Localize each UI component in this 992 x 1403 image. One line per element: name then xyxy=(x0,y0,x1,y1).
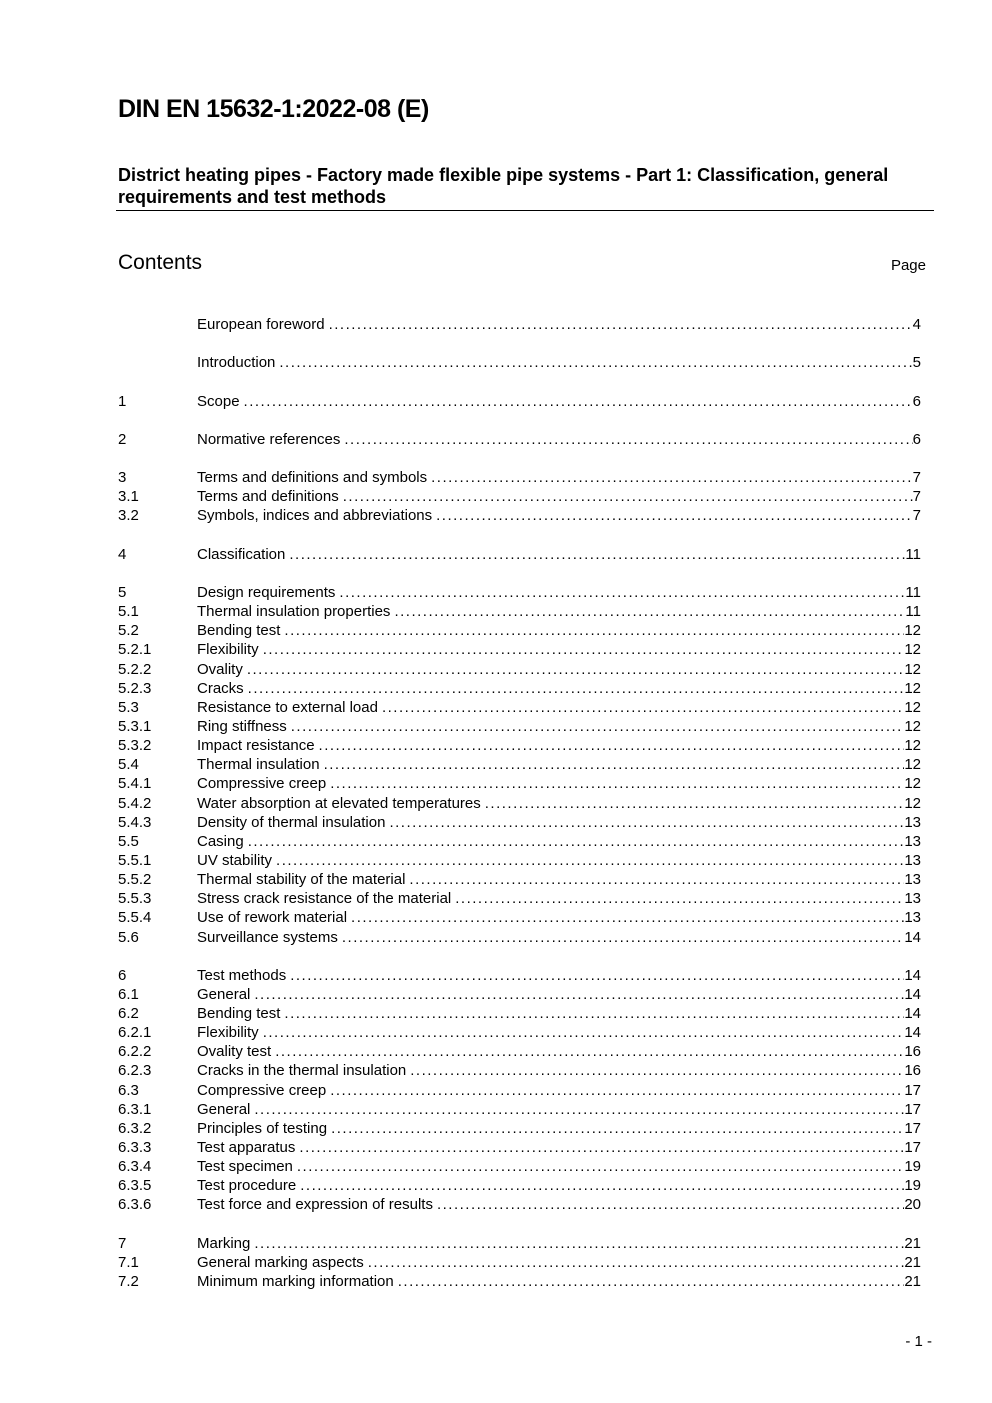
toc-leader-dots xyxy=(368,1253,905,1272)
toc-entry-title: Surveillance systems xyxy=(197,928,338,946)
toc-entry-page: 11 xyxy=(905,545,921,563)
toc-entry-title: Cracks in the thermal insulation xyxy=(197,1062,407,1080)
toc-entry[interactable] xyxy=(118,545,921,564)
toc-entry[interactable] xyxy=(118,1042,921,1061)
toc-leader-dots xyxy=(263,640,905,659)
toc-entry-number: 7 xyxy=(118,1234,127,1252)
contents-heading: Contents xyxy=(118,251,203,274)
toc-entry-page: 21 xyxy=(904,1273,921,1291)
page-number: - 1 - xyxy=(905,1333,932,1350)
toc-entry-title: Minimum marking information xyxy=(197,1273,394,1291)
toc-entry-number: 6.3.6 xyxy=(118,1196,152,1214)
toc-entry-number: 6.3.1 xyxy=(118,1100,152,1118)
toc-entry-page: 21 xyxy=(904,1253,921,1271)
toc-entry-title: Ovality xyxy=(197,660,243,678)
toc-entry-number: 6.3.3 xyxy=(118,1139,152,1157)
toc-entry-page: 7 xyxy=(912,488,921,506)
toc-entry-page: 12 xyxy=(904,794,921,812)
toc-entry[interactable] xyxy=(118,1195,921,1214)
toc-leader-dots xyxy=(279,353,912,372)
toc-entry[interactable] xyxy=(118,870,921,889)
toc-leader-dots xyxy=(319,736,905,755)
toc-entry-page: 12 xyxy=(904,679,921,697)
toc-entry-page: 12 xyxy=(904,756,921,774)
toc-entry[interactable] xyxy=(118,640,921,659)
toc-entry-page: 17 xyxy=(904,1100,921,1118)
toc-entry-title: Symbols, indices and abbreviations xyxy=(197,507,433,525)
toc-entry-page: 12 xyxy=(904,641,921,659)
toc-leader-dots xyxy=(455,889,904,908)
toc-entry[interactable] xyxy=(118,851,921,870)
toc-entry[interactable] xyxy=(118,353,921,372)
toc-entry-page: 13 xyxy=(904,909,921,927)
toc-entry-title: Compressive creep xyxy=(197,775,327,793)
toc-entry-number: 2 xyxy=(118,430,127,448)
toc-entry-number: 5.4 xyxy=(118,756,139,774)
toc-entry-number: 6.3 xyxy=(118,1081,139,1099)
toc-entry-page: 19 xyxy=(904,1177,921,1195)
toc-entry-title: Principles of testing xyxy=(197,1119,328,1137)
toc-entry-title: General xyxy=(197,1100,251,1118)
toc-entry-title: Flexibility xyxy=(197,1024,259,1042)
toc-entry-title: Ovality test xyxy=(197,1043,272,1061)
toc-entry[interactable] xyxy=(118,908,921,927)
toc-entry-title: Test apparatus xyxy=(197,1139,296,1157)
toc-entry-number: 6.3.2 xyxy=(118,1119,152,1137)
toc-entry-page: 16 xyxy=(904,1043,921,1061)
toc-entry[interactable] xyxy=(118,583,921,602)
toc-entry[interactable] xyxy=(118,1234,921,1253)
toc-leader-dots xyxy=(254,985,904,1004)
toc-entry-number: 1 xyxy=(118,392,127,410)
toc-entry[interactable] xyxy=(118,621,921,640)
toc-entry-title: Marking xyxy=(197,1234,251,1252)
toc-leader-dots xyxy=(409,870,904,889)
toc-entry-number: 6 xyxy=(118,966,127,984)
toc-leader-dots xyxy=(394,602,905,621)
toc-leader-dots xyxy=(248,679,905,698)
toc-entry-number: 5.3 xyxy=(118,698,139,716)
toc-entry-number: 5.6 xyxy=(118,928,139,946)
toc-entry[interactable] xyxy=(118,430,921,449)
toc-entry-title: Classification xyxy=(197,545,286,563)
toc-entry-page: 7 xyxy=(912,469,921,487)
toc-entry[interactable] xyxy=(118,1119,921,1138)
toc-entry-number: 5.3.1 xyxy=(118,717,152,735)
toc-entry[interactable] xyxy=(118,928,921,947)
toc-entry-page: 14 xyxy=(904,1005,921,1023)
toc-entry-title: Test force and expression of results xyxy=(197,1196,433,1214)
toc-leader-dots xyxy=(351,908,904,927)
toc-entry-page: 12 xyxy=(904,698,921,716)
toc-entry-page: 14 xyxy=(904,928,921,946)
toc-entry-title: Water absorption at elevated temperatures xyxy=(197,794,481,812)
toc-entry-title: Thermal insulation xyxy=(197,756,320,774)
toc-leader-dots xyxy=(344,430,912,449)
toc-entry-title: Flexibility xyxy=(197,641,259,659)
toc-entry[interactable] xyxy=(118,813,921,832)
toc-entry-title: Use of rework material xyxy=(197,909,348,927)
toc-leader-dots xyxy=(297,1157,904,1176)
toc-entry-page: 13 xyxy=(904,890,921,908)
toc-entry-title: Bending test xyxy=(197,622,281,640)
toc-entry-number: 5.4.2 xyxy=(118,794,152,812)
toc-entry-page: 19 xyxy=(904,1158,921,1176)
toc-entry-number: 6.3.4 xyxy=(118,1158,152,1176)
toc-entry-page: 12 xyxy=(904,737,921,755)
toc-leader-dots xyxy=(263,1023,905,1042)
toc-entry[interactable] xyxy=(118,506,921,525)
toc-entry-title: European foreword xyxy=(197,316,325,333)
toc-entry-number: 3.1 xyxy=(118,488,139,506)
toc-entry-page: 14 xyxy=(904,1024,921,1042)
toc-entry-page: 13 xyxy=(904,813,921,831)
toc-entry[interactable] xyxy=(118,717,921,736)
toc-leader-dots xyxy=(254,1234,904,1253)
toc-entry-number: 3 xyxy=(118,469,127,487)
toc-entry[interactable] xyxy=(118,755,921,774)
document-title: District heating pipes - Factory made flexible pipe systems - Part 1: Classification, general requirements and test methods xyxy=(118,165,889,207)
toc-entry[interactable] xyxy=(118,602,921,621)
toc-entry-page: 14 xyxy=(904,966,921,984)
toc-entry-page: 13 xyxy=(904,851,921,869)
toc-entry-number: 5 xyxy=(118,583,127,601)
toc-entry[interactable] xyxy=(118,889,921,908)
toc-entry-page: 16 xyxy=(904,1062,921,1080)
toc-entry-number: 6.1 xyxy=(118,985,139,1003)
toc-entry-title: General xyxy=(197,985,251,1003)
toc-entry-number: 5.5.2 xyxy=(118,871,152,889)
toc-leader-dots xyxy=(329,315,913,334)
toc-entry-title: Casing xyxy=(197,832,244,850)
toc-leader-dots xyxy=(342,928,904,947)
toc-entry-number: 5.5 xyxy=(118,832,139,850)
toc-leader-dots xyxy=(254,1100,904,1119)
toc-entry-number: 6.2.3 xyxy=(118,1062,152,1080)
toc-entry[interactable] xyxy=(118,1176,921,1195)
toc-entry[interactable] xyxy=(118,487,921,506)
toc-entry-page: 11 xyxy=(905,583,921,601)
toc-entry-number: 5.3.2 xyxy=(118,737,152,755)
toc-entry-title: Resistance to external load xyxy=(197,698,378,716)
toc-leader-dots xyxy=(410,1061,904,1080)
toc-entry-page: 7 xyxy=(912,507,921,525)
toc-entry-number: 7.1 xyxy=(118,1253,139,1271)
toc-leader-dots xyxy=(331,1119,904,1138)
toc-entry[interactable] xyxy=(118,1138,921,1157)
toc-entry-number: 5.2 xyxy=(118,622,139,640)
toc-entry-page: 17 xyxy=(904,1139,921,1157)
toc-entry-page: 4 xyxy=(912,316,921,333)
toc-entry[interactable] xyxy=(118,1100,921,1119)
toc-entry[interactable] xyxy=(118,1061,921,1080)
toc-entry-number: 5.5.1 xyxy=(118,851,152,869)
toc-entry[interactable] xyxy=(118,1272,921,1291)
toc-leader-dots xyxy=(291,717,905,736)
toc-leader-dots xyxy=(284,1004,904,1023)
toc-entry-title: Impact resistance xyxy=(197,737,315,755)
toc-entry-title: Test specimen xyxy=(197,1158,293,1176)
toc-leader-dots xyxy=(248,832,905,851)
table-of-contents xyxy=(118,315,921,1291)
toc-leader-dots xyxy=(436,506,913,525)
toc-leader-dots xyxy=(339,583,905,602)
toc-entry-title: Terms and definitions xyxy=(197,488,339,506)
toc-leader-dots xyxy=(389,813,904,832)
toc-entry-title: Thermal insulation properties xyxy=(197,603,391,621)
toc-entry-title: Test methods xyxy=(197,966,287,984)
toc-entry-page: 17 xyxy=(904,1081,921,1099)
toc-entry-title: Density of thermal insulation xyxy=(197,813,386,831)
toc-entry-number: 5.4.1 xyxy=(118,775,152,793)
toc-entry[interactable] xyxy=(118,1004,921,1023)
toc-entry[interactable] xyxy=(118,774,921,793)
toc-leader-dots xyxy=(330,774,904,793)
toc-entry[interactable] xyxy=(118,736,921,755)
toc-entry-page: 17 xyxy=(904,1119,921,1137)
toc-entry-page: 11 xyxy=(905,603,921,621)
toc-leader-dots xyxy=(275,1042,904,1061)
toc-entry-page: 6 xyxy=(912,392,921,410)
toc-leader-dots xyxy=(330,1081,904,1100)
toc-entry-page: 13 xyxy=(904,832,921,850)
toc-entry-number: 5.4.3 xyxy=(118,813,152,831)
toc-leader-dots xyxy=(300,1176,904,1195)
toc-entry[interactable] xyxy=(118,1157,921,1176)
toc-entry-title: Thermal stability of the material xyxy=(197,871,406,889)
toc-entry-title: General marking aspects xyxy=(197,1253,364,1271)
toc-entry-page: 12 xyxy=(904,775,921,793)
toc-entry-title: Ring stiffness xyxy=(197,717,287,735)
toc-entry-number: 5.2.2 xyxy=(118,660,152,678)
toc-entry-title: Normative references xyxy=(197,430,341,448)
toc-leader-dots xyxy=(343,487,913,506)
toc-entry-page: 12 xyxy=(904,717,921,735)
toc-entry-page: 12 xyxy=(904,622,921,640)
toc-entry-title: Compressive creep xyxy=(197,1081,327,1099)
toc-entry-number: 5.2.1 xyxy=(118,641,152,659)
toc-entry-number: 6.2.2 xyxy=(118,1043,152,1061)
toc-entry[interactable] xyxy=(118,985,921,1004)
toc-entry[interactable] xyxy=(118,1081,921,1100)
toc-leader-dots xyxy=(276,851,904,870)
toc-entry-page: 21 xyxy=(904,1234,921,1252)
toc-entry-title: Test procedure xyxy=(197,1177,297,1195)
toc-entry-number: 6.3.5 xyxy=(118,1177,152,1195)
toc-entry-title: Bending test xyxy=(197,1005,281,1023)
toc-entry-number: 3.2 xyxy=(118,507,139,525)
toc-entry-number: 5.1 xyxy=(118,603,139,621)
document-identifier: DIN EN 15632-1:2022-08 (E) xyxy=(118,95,429,123)
toc-entry-number: 5.5.3 xyxy=(118,890,152,908)
toc-entry[interactable] xyxy=(118,966,921,985)
toc-leader-dots xyxy=(284,621,904,640)
toc-entry-title: Scope xyxy=(197,392,240,410)
toc-entry[interactable] xyxy=(118,315,921,334)
toc-entry[interactable] xyxy=(118,660,921,679)
toc-leader-dots xyxy=(247,660,904,679)
toc-leader-dots xyxy=(431,468,913,487)
toc-entry-page: 14 xyxy=(904,985,921,1003)
toc-leader-dots xyxy=(299,1138,904,1157)
toc-entry[interactable] xyxy=(118,1023,921,1042)
toc-entry-page: 6 xyxy=(912,430,921,448)
toc-leader-dots xyxy=(382,698,904,717)
toc-entry-page: 5 xyxy=(912,354,921,372)
toc-entry-title: UV stability xyxy=(197,851,273,869)
title-divider xyxy=(116,210,934,211)
toc-entry-title: Introduction xyxy=(197,354,276,372)
toc-entry[interactable] xyxy=(118,679,921,698)
toc-entry-number: 6.2 xyxy=(118,1005,139,1023)
toc-entry[interactable] xyxy=(118,1253,921,1272)
toc-entry-number: 5.2.3 xyxy=(118,679,152,697)
toc-leader-dots xyxy=(485,794,905,813)
toc-entry-number: 6.2.1 xyxy=(118,1024,152,1042)
toc-entry-title: Stress crack resistance of the material xyxy=(197,890,452,908)
toc-entry-page: 12 xyxy=(904,660,921,678)
toc-entry-number: 7.2 xyxy=(118,1273,139,1291)
toc-entry-number: 5.5.4 xyxy=(118,909,152,927)
toc-entry[interactable] xyxy=(118,832,921,851)
toc-entry[interactable] xyxy=(118,468,921,487)
toc-entry[interactable] xyxy=(118,698,921,717)
toc-entry-title: Terms and definitions and symbols xyxy=(197,469,428,487)
toc-leader-dots xyxy=(324,755,905,774)
toc-leader-dots xyxy=(398,1272,905,1291)
toc-leader-dots xyxy=(244,392,913,411)
toc-leader-dots xyxy=(437,1195,904,1214)
toc-entry[interactable] xyxy=(118,794,921,813)
toc-leader-dots xyxy=(290,966,904,985)
toc-entry-number: 4 xyxy=(118,545,127,563)
toc-entry-page: 13 xyxy=(904,871,921,889)
toc-entry-page: 20 xyxy=(904,1196,921,1214)
page-column-heading: Page xyxy=(890,257,926,274)
toc-leader-dots xyxy=(289,545,905,564)
toc-entry[interactable] xyxy=(118,392,921,411)
toc-entry-title: Design requirements xyxy=(197,583,336,601)
toc-entry-title: Cracks xyxy=(197,679,244,697)
